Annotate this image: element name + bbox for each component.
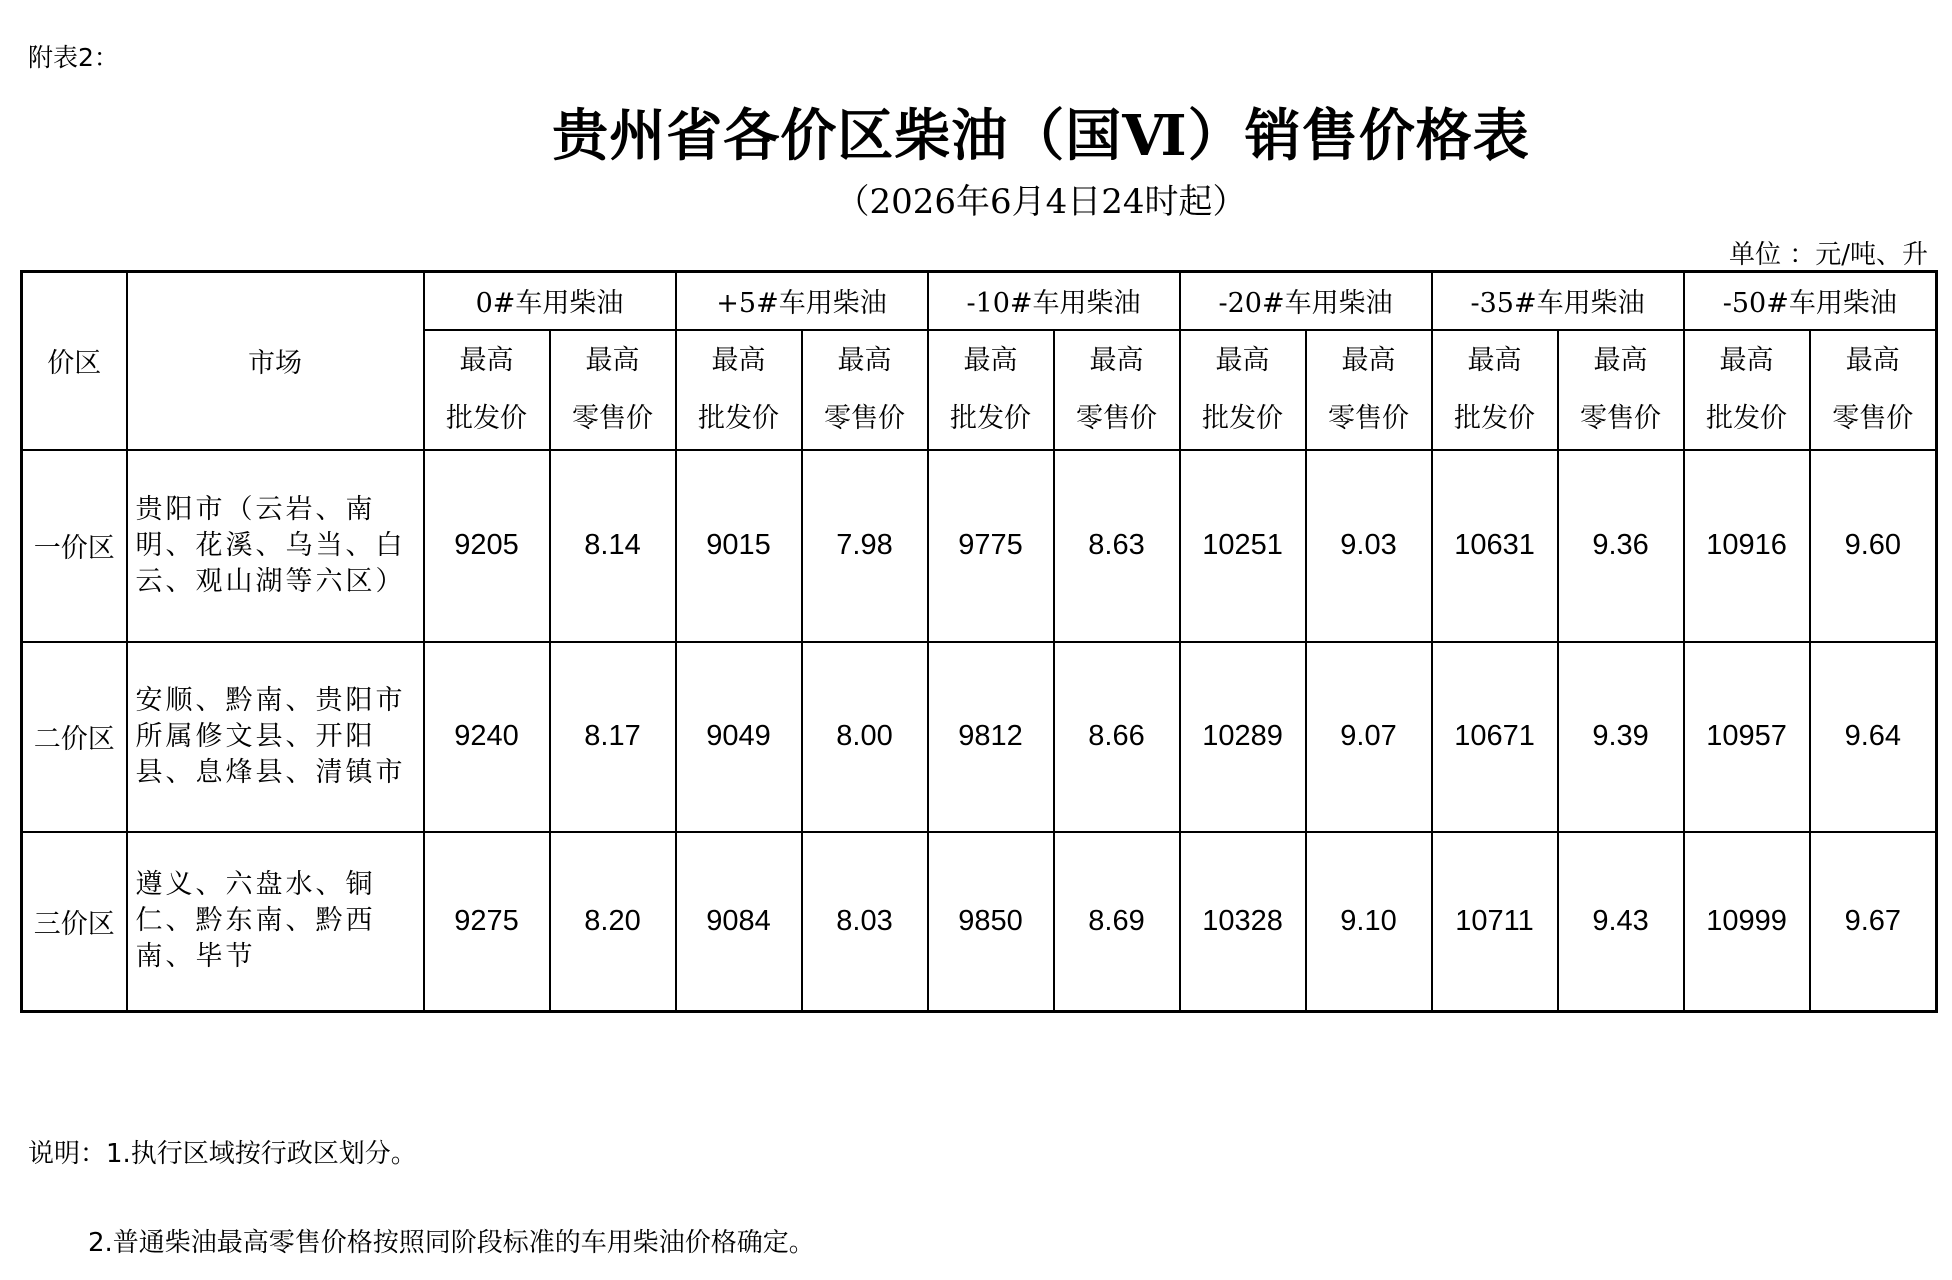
grade-header: +5#车用柴油 <box>676 272 928 330</box>
price-cell: 10289 <box>1180 642 1306 832</box>
price-table <box>20 270 1938 1013</box>
grade-header: -10#车用柴油 <box>928 272 1180 330</box>
price-cell: 9.60 <box>1810 450 1937 642</box>
price-cell: 9.03 <box>1306 450 1432 642</box>
price-cell: 8.17 <box>550 642 676 832</box>
price-cell: 10999 <box>1684 832 1810 1012</box>
retail-header: 最高 零售价 <box>802 330 928 450</box>
grade-header: -20#车用柴油 <box>1180 272 1432 330</box>
wholesale-header: 最高 批发价 <box>424 330 550 450</box>
retail-header: 最高 零售价 <box>550 330 676 450</box>
price-cell: 8.00 <box>802 642 928 832</box>
table-row <box>22 642 1937 832</box>
price-cell: 7.98 <box>802 450 928 642</box>
attachment-label: 附表2： <box>28 43 119 72</box>
note-line-2: 2.普通柴油最高零售价格按照同阶段标准的车用柴油价格确定。 <box>88 1228 815 1258</box>
price-cell: 10711 <box>1432 832 1558 1012</box>
grade-header: -50#车用柴油 <box>1684 272 1937 330</box>
zone-cell: 二价区 <box>22 642 127 832</box>
table-row <box>22 832 1937 1012</box>
zone-header: 价区 <box>22 272 127 450</box>
retail-header: 最高 零售价 <box>1810 330 1937 450</box>
price-cell: 9850 <box>928 832 1054 1012</box>
grade-header-row <box>22 272 1937 330</box>
price-cell: 9.10 <box>1306 832 1432 1012</box>
market-cell: 贵阳市（云岩、南明、花溪、乌当、白云、观山湖等六区） <box>127 450 424 642</box>
price-cell: 9775 <box>928 450 1054 642</box>
wholesale-header: 最高 批发价 <box>1432 330 1558 450</box>
wholesale-header: 最高 批发价 <box>1684 330 1810 450</box>
market-header: 市场 <box>127 272 424 450</box>
wholesale-header: 最高 批发价 <box>928 330 1054 450</box>
price-cell: 8.20 <box>550 832 676 1012</box>
retail-header: 最高 零售价 <box>1054 330 1180 450</box>
price-cell: 10631 <box>1432 450 1558 642</box>
price-cell: 9.67 <box>1810 832 1937 1012</box>
price-cell: 8.14 <box>550 450 676 642</box>
unit-label: 单位 ：元/吨、升 <box>1728 240 1928 270</box>
price-cell: 8.03 <box>802 832 928 1012</box>
price-cell: 9049 <box>676 642 802 832</box>
wholesale-header: 最高 批发价 <box>676 330 802 450</box>
price-cell: 9240 <box>424 642 550 832</box>
price-cell: 9275 <box>424 832 550 1012</box>
price-cell: 9.64 <box>1810 642 1937 832</box>
price-cell: 9.43 <box>1558 832 1684 1012</box>
retail-header: 最高 零售价 <box>1306 330 1432 450</box>
table-row <box>22 450 1937 642</box>
market-cell: 安顺、黔南、贵阳市所属修文县、开阳县、息烽县、清镇市 <box>127 642 424 832</box>
price-cell: 10671 <box>1432 642 1558 832</box>
market-cell: 遵义、六盘水、铜仁、黔东南、黔西南、毕节 <box>127 832 424 1012</box>
retail-header: 最高 零售价 <box>1558 330 1684 450</box>
wholesale-header: 最高 批发价 <box>1180 330 1306 450</box>
zone-cell: 一价区 <box>22 450 127 642</box>
page-subtitle: （2026年6月4日24时起） <box>835 182 1247 222</box>
price-cell: 9.39 <box>1558 642 1684 832</box>
page-title: 贵州省各价区柴油（国Ⅵ）销售价格表 <box>552 103 1530 169</box>
price-cell: 8.63 <box>1054 450 1180 642</box>
price-cell: 9.07 <box>1306 642 1432 832</box>
grade-header: 0#车用柴油 <box>424 272 676 330</box>
price-cell: 9205 <box>424 450 550 642</box>
price-cell: 9812 <box>928 642 1054 832</box>
price-cell: 10251 <box>1180 450 1306 642</box>
note-line-1: 说明：1.执行区域按行政区划分。 <box>28 1139 417 1169</box>
price-cell: 8.66 <box>1054 642 1180 832</box>
price-cell: 9015 <box>676 450 802 642</box>
grade-header: -35#车用柴油 <box>1432 272 1684 330</box>
price-cell: 9.36 <box>1558 450 1684 642</box>
price-cell: 10957 <box>1684 642 1810 832</box>
price-cell: 10916 <box>1684 450 1810 642</box>
price-cell: 10328 <box>1180 832 1306 1012</box>
price-cell: 8.69 <box>1054 832 1180 1012</box>
price-cell: 9084 <box>676 832 802 1012</box>
zone-cell: 三价区 <box>22 832 127 1012</box>
